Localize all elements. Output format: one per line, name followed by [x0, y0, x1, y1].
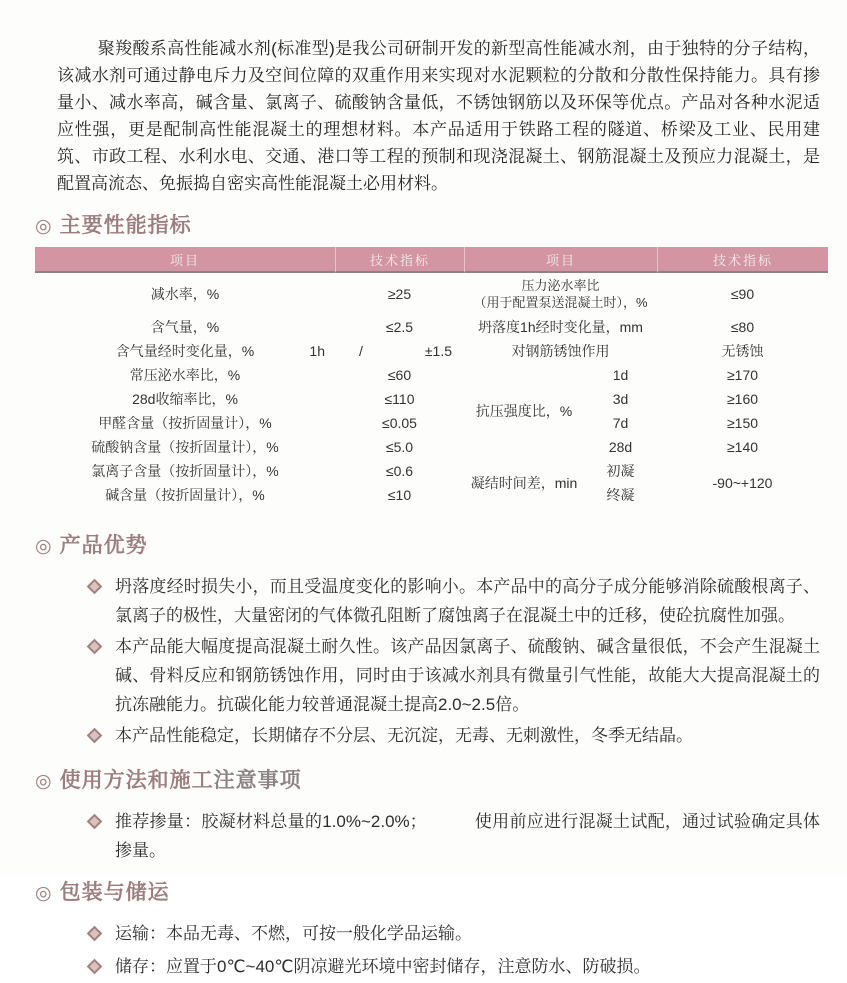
table-cell-line: （用于配置泵送混凝土时），% — [473, 295, 648, 310]
table-cell — [335, 339, 464, 363]
section-title-performance: 主要性能指标 — [59, 214, 192, 237]
table-cell-merged-setting-value: -90~+120 — [712, 475, 773, 491]
table-cell — [464, 273, 657, 315]
usage-list — [0, 807, 847, 867]
section-title-usage-tail: 注意事项 — [213, 769, 302, 792]
performance-table — [35, 247, 828, 507]
packaging-list — [0, 919, 847, 983]
table-cell — [35, 339, 335, 363]
table-cell: ≤0.05 — [382, 415, 417, 431]
table-cell: 硫酸钠含量（按折固量计），% — [91, 439, 279, 455]
list-item — [0, 632, 847, 721]
table-cell-sub: 终凝 — [606, 487, 635, 503]
list-item — [0, 721, 847, 752]
table-cell-line: 压力泌水率比 — [521, 278, 600, 293]
table-cell: 坍落度1h经时变化量，mm — [478, 319, 643, 335]
section-heading-packaging — [35, 880, 847, 907]
table-cell: ≥160 — [726, 391, 759, 407]
dosage-text: 推荐掺量：胶凝材料总量的1.0%~2.0%； — [115, 812, 427, 831]
table-cell: 减水率，% — [150, 286, 220, 302]
list-item — [0, 572, 847, 632]
section-title-packaging: 包装与储运 — [59, 881, 170, 904]
section-heading-usage — [35, 768, 847, 795]
usage-note-text: 使用前应进行混凝土试配，通过试验确定具体掺量。 — [115, 812, 820, 860]
diamond-bullet-icon — [87, 926, 103, 942]
diamond-bullet-icon — [87, 639, 103, 655]
table-header-spec-left: 技术指标 — [335, 247, 464, 273]
diamond-bullet-icon — [87, 728, 103, 744]
section-title-advantages: 产品优势 — [59, 534, 148, 557]
section-marker-icon: ◎ — [35, 536, 53, 557]
list-item — [0, 807, 847, 867]
table-cell: ≤80 — [730, 319, 755, 335]
diamond-bullet-icon — [87, 959, 103, 975]
table-cell: ≥25 — [387, 286, 412, 302]
table-cell-value: ±1.5 — [424, 343, 452, 359]
bullet-text: 坍落度经时损失小，而且受温度变化的影响小。本产品中的高分子成分能够消除硫酸根离子、氯离子的极性，大量密闭的气体微孔阻断了腐蚀离子在混凝土中的迁移，使砼抗腐性加强。 — [115, 577, 820, 625]
section-heading-performance — [35, 213, 847, 240]
advantages-list — [0, 572, 847, 752]
table-cell: 28d收缩率比，% — [132, 391, 238, 407]
table-cell: ≤2.5 — [385, 319, 414, 335]
bullet-text: 运输：本品无毒、不燃，可按一般化学品运输。 — [115, 924, 472, 943]
table-cell: ≥140 — [726, 439, 759, 455]
table-cell: ≤60 — [387, 367, 412, 383]
table-cell-merged-setting: 凝结时间差，min — [470, 475, 578, 491]
section-marker-icon: ◎ — [35, 216, 53, 237]
list-item — [0, 919, 847, 950]
table-cell: 甲醛含量（按折固量计），% — [98, 415, 272, 431]
table-cell: ≤110 — [384, 391, 415, 407]
table-header-item-left: 项目 — [35, 247, 335, 273]
table-cell: 常压泌水率比，% — [129, 367, 241, 383]
table-cell: ≥150 — [726, 415, 759, 431]
section-marker-icon: ◎ — [35, 771, 53, 792]
intro-paragraph: 聚羧酸系高性能减水剂(标准型)是我公司研制开发的新型高性能减水剂，由于独特的分子结构，该减水剂可通过静电斥力及空间位障的双重作用来实现对水泥颗粒的分散和分散性保持能力。具有掺量小、减水率高，碱含量、氯离子、硫酸钠含量低，不锈蚀钢筋以及环保等优点。产品对各种水泥适应性强，更是配制高性能混凝土的理想材料。本产品适用于铁路工程的隧道、桥梁及工业、民用建筑、市政工程、水利水电、交通、港口等工程的预制和现浇混凝土、钢筋混凝土及预应力混凝土，是配置高流态、免振捣自密实高性能混凝土必用材料。 — [57, 39, 820, 193]
bullet-text: 本产品能大幅度提高混凝土耐久性。该产品因氯离子、硫酸钠、碱含量很低，不会产生混凝土碱、骨料反应和钢筋锈蚀作用，同时由于该减水剂具有微量引气性能，故能大大提高混凝土的抗冻融能力。抗碳化能力较普通混凝土提高2.0~2.5倍。 — [115, 637, 820, 714]
list-item — [0, 952, 847, 983]
table-cell: ≤10 — [387, 487, 412, 503]
table-cell-sub: 1h — [309, 343, 325, 359]
table-cell-sub: 1d — [612, 367, 629, 383]
table-cell-sub: 7d — [612, 415, 629, 431]
section-marker-icon: ◎ — [35, 883, 53, 904]
diamond-bullet-icon — [87, 814, 103, 830]
table-cell-label: 含气量经时变化量，% — [115, 343, 255, 359]
table-cell: 无锈蚀 — [721, 343, 764, 359]
table-cell: ≤5.0 — [385, 439, 414, 455]
table-cell-sub: 初凝 — [606, 463, 635, 479]
table-cell: 含气量，% — [150, 319, 220, 335]
table-cell: 氯离子含量（按折固量计），% — [91, 463, 279, 479]
section-heading-advantages — [35, 533, 847, 560]
table-cell-sub: 3d — [612, 391, 629, 407]
table-header-item-right: 项目 — [464, 247, 657, 273]
table-cell: ≤0.6 — [385, 463, 414, 479]
table-cell-sub: 28d — [608, 439, 633, 455]
table-cell: 碱含量（按折固量计），% — [105, 487, 265, 503]
table-cell-merged-compressive: 抗压强度比，% — [475, 403, 573, 419]
bullet-text: 本产品性能稳定，长期储存不分层、无沉淀，无毒、无刺激性，冬季无结晶。 — [115, 726, 693, 745]
bullet-text: 储存：应置于0℃~40℃阴凉避光环境中密封储存，注意防水、防破损。 — [115, 957, 651, 976]
section-title-usage-main: 使用方法和施工 — [59, 769, 214, 792]
table-header-spec-right: 技术指标 — [657, 247, 828, 273]
table-cell: ≤90 — [730, 286, 755, 302]
table-cell: ≥170 — [726, 367, 759, 383]
table-cell-slash: / — [359, 343, 363, 359]
diamond-bullet-icon — [87, 579, 103, 595]
table-cell: 对钢筋锈蚀作用 — [511, 343, 610, 359]
